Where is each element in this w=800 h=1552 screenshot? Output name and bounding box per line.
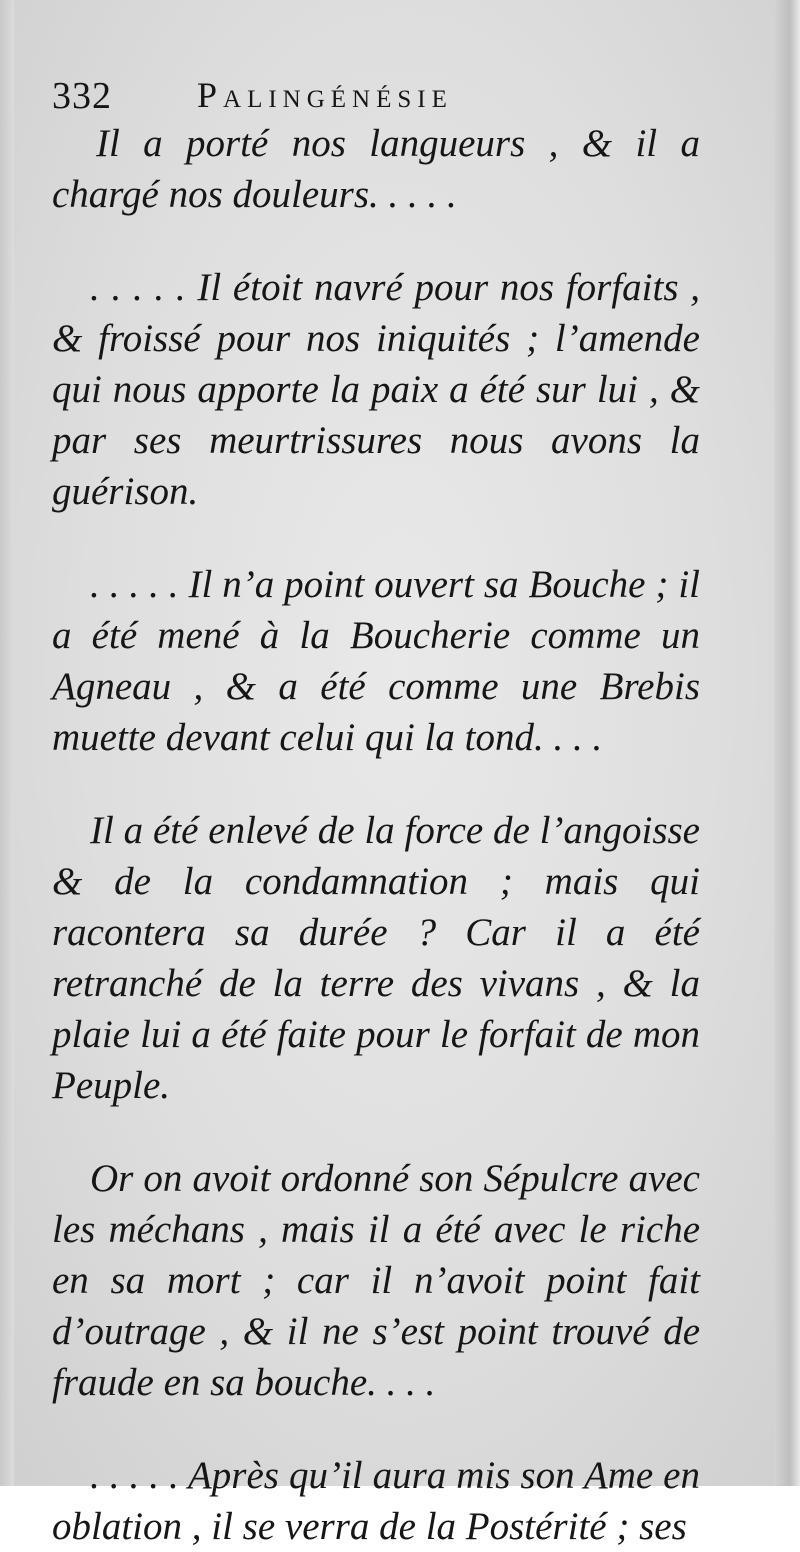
body-text <box>52 118 700 1552</box>
paragraph-1: Il a porté nos langueurs , & il a chargé nos douleurs. . . . . <box>52 122 700 216</box>
paragraph-3: . . . . . Il n’a point ouvert sa Bouche ; il a été mené à la Boucherie comme un Agneau , & a été comme une Brebis muette devant celui qui la tond. . . . <box>52 563 700 759</box>
paragraph-gap <box>52 517 700 559</box>
paragraph-gap <box>52 220 700 262</box>
paragraph-gap <box>52 763 700 805</box>
page-header <box>52 62 612 122</box>
paragraph-2: . . . . . Il étoit navré pour nos forfaits , & froissé pour nos iniquités ; l’amende qui nous apporte la paix a été sur lui , & par ses meurtrissures nous avons la guérison. <box>52 266 700 513</box>
page-right-edge <box>774 0 800 1486</box>
paragraph-gap <box>52 1111 700 1153</box>
page-left-edge <box>0 0 14 1486</box>
paragraph-5: Or on avoit ordonné son Sépulcre avec les méchans , mais il a été avec le riche en sa mort ; car il n’avoit point fait d’outrage , & il ne s’est point trouvé de fraude en sa bouche. . . . <box>52 1157 700 1404</box>
paragraph-gap <box>52 1408 700 1450</box>
running-head: Palingénésie <box>197 75 453 115</box>
page-number: 332 <box>52 75 112 117</box>
paragraph-4: Il a été enlevé de la force de l’angoisse & de la condamnation ; mais qui racontera sa durée ? Car il a été retranché de la terre des vivans , & la plaie lui a été faite pour le forfait de mon Peuple. <box>52 809 700 1107</box>
paragraph-6: . . . . . Après qu’il aura mis son Ame en oblation , il se verra de la Postérité ; ses <box>52 1454 700 1548</box>
